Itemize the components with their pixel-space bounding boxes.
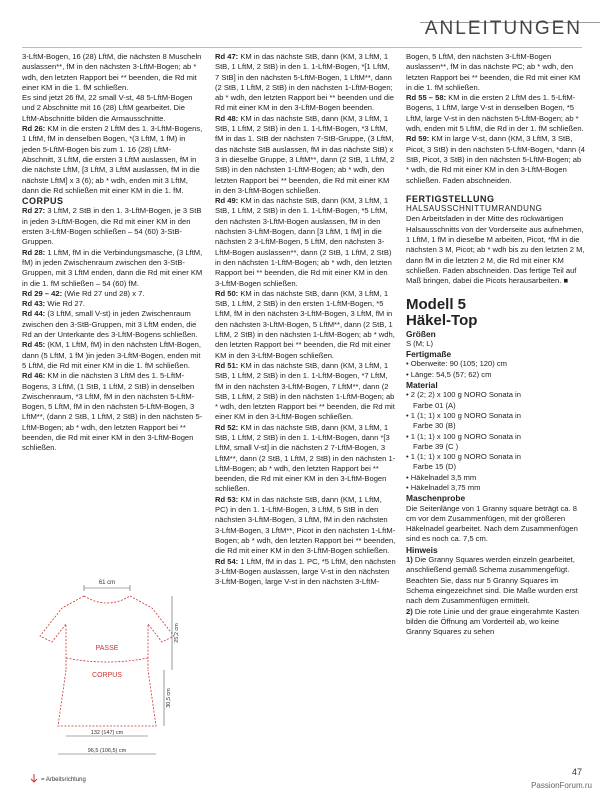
legend-label: = Arbeitsrichtung	[41, 777, 86, 783]
paragraph: Es sind jetzt 26 fM, 22 small V-st, 48 5-LftM-Bogen und 2 Abschnitte mit 16 (28) LftM gearbeitet. Die LftM-Abschnitte bilden die Armausschnitte.	[22, 93, 193, 123]
row-text: KM in large V-st, dann (KM, 3 LftM, 3 StB, Picot, 3 StB) in den nächsten 5-LftM-Bogen, *dann (4 StB, Picot, 3 StB) in den nächsten 5-LftM-Bogen; ab * wdh, die Rd mit einer KM in den 3-LftM-Bogen schließen. Faden abschneiden.	[406, 134, 585, 185]
list-item-cont: Farbe 30 (B)	[413, 421, 456, 431]
note-text: Die Granny Squares werden einzeln gearbeitet, anschließend gemäß Schema zusammengefügt. Beachten Sie, dass nur 5 Granny Squares im Schema eingezeichnet sind. Die Maße wurden erst nach dem Zusammenfügen ermittelt.	[406, 555, 578, 606]
column-2	[215, 52, 396, 587]
header-rule	[22, 47, 582, 48]
note-label: 1)	[406, 555, 413, 565]
passe-label: PASSE	[95, 645, 119, 652]
heading-measurements: Fertigmaße	[406, 349, 452, 360]
row-text: KM in das nächste StB, dann (KM, 3 LftM, 1 StB, 1 LftM, 2 StB) in den 1. 1-LftM-Bogen, *5 LftM, den nächsten 3-LftM-Bogen auslassen, fM in den nächsten 3-LftM-Bogen, dann [3 LftM, 1 fM] in die nächsten 2 3-LftM-Bogen, 5 LftM, den nächsten 3-LftM-Bogen auslassen**, dann (2 StB, 1 LftM, 2 StB) in den nächsten 1-LftM-Bogen; ab * wdh, den letzten Rapport bei ** beenden, die Rd mit einer KM in den 3-LftM-Bogen schließen.	[215, 196, 392, 288]
row-label: Rd 49:	[215, 196, 239, 206]
row-54	[215, 557, 396, 588]
list-item: • 1 (1; 1) x 100 g NORO Sonata in	[406, 452, 521, 462]
row-label: Rd 44:	[22, 309, 46, 319]
row-52	[215, 423, 396, 495]
neckline	[84, 596, 130, 603]
list-item: • 2 (2; 2) x 100 g NORO Sonata in	[406, 390, 521, 400]
list-item: • Häkelnadel 3,75 mm	[406, 482, 481, 492]
row-label: Rd 50:	[215, 288, 239, 298]
row-51	[215, 361, 396, 423]
heading-material: Material	[406, 380, 438, 391]
section-heading-fertigstellung: FERTIGSTELLUNG	[406, 193, 495, 204]
watermark-url: PassionForum.ru	[531, 781, 592, 790]
row-label: Rd 55 – 58:	[406, 93, 447, 103]
row-43	[22, 299, 203, 309]
row-label: Rd 46:	[22, 371, 46, 381]
paragraph: Den Arbeitsfaden in der Mitte des rückwärtigen Halsausschnitts von der Vorderseite aus aufnehmen, 1 LftM, 1 fM in dieselbe M arbeiten, Picot, *fM in die nächsten 3 M, Picot; ab * wdh bis zu den letzten 2 M, dann fM in die letzten 2 M, die Rd mit einer KM schließen. Faden abschneiden. Das fertige Teil auf Maß bringen, dabei die Picots herausarbeiten. ■	[406, 214, 585, 286]
row-27	[22, 206, 203, 247]
row-26	[22, 124, 203, 196]
model-title-line: Häkel-Top	[406, 311, 478, 329]
note-1	[406, 555, 586, 606]
note-text: Die rote Linie und der graue eingerahmte Kasten bilden die Öffnung am Vorderteil ab, wo keine Granny Squares zu sehen	[406, 606, 580, 637]
page-number: 47	[571, 767, 582, 777]
row-text: 1 LftM, fM in die Verbindungsmasche, (3 LftM, fM) in jeden Zwischenraum zwischen den 3-StB-Gruppen, mit 3 LftM enden, dann die Rd mit einer KM in die 1. fM schließen – 54 (60) fM.	[22, 247, 203, 288]
row-text: KM in das nächste StB, dann (KM, 3 LftM, 1 StB, 1 LftM, 2 StB) in den 1. 1-LftM-Bogen, *7 LftM, fM in den nächsten 3-LftM-Bogen, 7 LftM**, dann (2 StB, 1 LftM, 2 StB) in den nächsten 1-LftM-Bogen; ab * wdh, den letzten Rapport bei ** beenden, die Rd mit einer KM in den 3-LftM-Bogen schließen.	[215, 360, 395, 422]
heading-notes: Hinweis	[406, 544, 438, 555]
row-text: KM in die nächsten 3 LftM des 1. 5-LftM-Bogens, 3 LftM, (1 StB, 1 LftM, 2 StB) in denselben Zwischenraum, *3 LftM, fM in den nächsten 5-LftM-Bogen, 5 LftM, fM in den nächsten 5-LftM-Bogen, 3 LftM**, (dann 2 StB, 1 LftM, 2 StB) in den nächsten 5-LftM-Bogen; ab * wdh, den letzten Rapport bei ** beenden, die Rd mit einer KM in den 3-LftM-Bogen schließen.	[22, 371, 203, 453]
row-label: Rd 43:	[22, 299, 46, 309]
row-label: Rd 26:	[22, 124, 46, 134]
middle-width-label: 132 (147) cm	[90, 730, 124, 736]
page-title: ANLEITUNGEN	[424, 18, 582, 39]
row-label: Rd 54:	[215, 556, 239, 566]
top-width-label: 61 cm	[98, 580, 116, 586]
garment-schematic	[22, 578, 202, 788]
row-text: KM in das nächste StB, dann (KM, 1 LftM, PC) in den 1. 1-LftM-Bogen, 3 LftM, 5 StB in den nächsten 3-LftM-Bogen, 3 LftM, fM in den nächsten 3-LftM-Bogen, 3 LftM**, Picot in den nächsten 1-LftM-Bogen; ab * wdh, den letzten Rapport bei ** beenden, die Rd mit einer KM in den 3-LftM-Bogen schließen.	[215, 494, 396, 556]
model-title-line: Modell 5	[406, 295, 467, 313]
row-text: Wie Rd 27.	[47, 299, 85, 309]
right-outline	[130, 596, 174, 670]
row-55-58	[406, 93, 586, 134]
paragraph: 3-LftM-Bogen, 16 (28) LftM, die nächsten 8 Muscheln auslassen**, fM in den nächsten 3-LftM-Bogen; ab * wdh, den letzten Rapport bei ** beenden, die Rd mit einer KM in die 1. fM schließen.	[22, 52, 202, 92]
row-48	[215, 114, 396, 196]
row-label: Rd 48:	[215, 113, 239, 123]
row-text: KM in das nächste StB, dann (KM, 3 LftM, 1 StB, 1 LftM, 2 StB) in den 1. 1-LftM-Bogen, *3 LftM, fM in das 1. StB der nächsten 7-StB-Gruppe, (3 LftM, das nächste StB auslassen, fM in das nächste StB) x 3 in dieselbe Gruppe, 3 LftM**, dann (2 StB, 1 LftM, 2 StB) in den nächsten 1-LftM-Bogen; ab * wdh, den letzten Rapport bei ** beenden, die Rd mit einer KM in den 3-LftM-Bogen schließen.	[215, 113, 395, 195]
row-46	[22, 371, 203, 453]
note-label: 2)	[406, 606, 413, 616]
row-text: KM in die ersten 2 LftM des 1. 3-LftM-Bogens, 1 LftM, fM in denselben Bogen, *(3 LftM, 1 fM) in jeden 5-LftM-Bogen bis zum 1. 16 (28) LftM-Abschnitt, 3 LftM, die ersten 3 LftM auslassen, fM in die nächste LftM, [3 LftM, 3 LftM auslassen, fM in die nächste LftM] x 3 (6); ab * wdh, enden mit 3 LftM, dann die Rd schließen mit einer KM in die 1. fM.	[22, 124, 203, 195]
row-28	[22, 248, 203, 289]
column-1	[22, 52, 203, 454]
row-label: Rd 59:	[406, 134, 430, 144]
heading-gauge: Maschenprobe	[406, 493, 466, 504]
list-item-cont: Farbe 01 (A)	[413, 400, 456, 410]
row-label: Rd 28:	[22, 247, 46, 257]
column-3	[406, 52, 586, 637]
row-text: 3 LftM, 2 StB in den 1. 3-LftM-Bogen, je 3 StB in jeden 3-LftM-Bogen, die Rd mit einer KM in den ersten 3-LftM-Bogen schließen – 54 (60) 3-StB-Gruppen.	[22, 206, 202, 247]
row-label: Rd 53:	[215, 494, 239, 504]
row-label: Rd 29 – 42:	[22, 288, 63, 298]
row-text: KM in das nächste StB, dann (KM, 3 LftM, 1 StB, 1 LftM, 2 StB) in den 1. 1-LftM-Bogen, dann *[3 LftM, small V-st] in die nächsten 2 7-LftM-Bogen, 3 LftM**, dann (2 StB, 1 LftM, 2 StB) in den nächsten 1-LftM-Bogen; ab * wdh, den letzten Rapport bei ** beenden, die Rd mit einer KM in den 3-LftM-Bogen schließen.	[215, 422, 396, 494]
subsection-heading: HALSAUSSCHNITTUMRANDUNG	[406, 204, 543, 214]
sizes-value: S (M; L)	[406, 338, 434, 348]
paragraph: Die Seitenlänge von 1 Granny square beträgt ca. 8 cm vor dem Zusammenfügen, mit der größeren Häkelnadel gearbeitet. Nach dem Zusammenfügen sind es noch ca. 7,5 cm.	[406, 503, 578, 544]
heading-sizes: Größen	[406, 328, 436, 339]
row-text: (3 LftM, small V-st) in jeden Zwischenraum zwischen den 3-StB-Gruppen, mit 3 LftM enden, die Rd an der Unterkante des 3-LftM-Bogens schließen.	[22, 309, 198, 340]
row-label: Rd 47:	[215, 52, 239, 61]
row-text: (Wie Rd 27 und 28) x 7.	[64, 288, 145, 298]
corpus-label: CORPUS	[92, 672, 122, 679]
row-label: Rd 51:	[215, 360, 239, 370]
upper-height-label: 25,2 cm	[174, 623, 180, 643]
row-label: Rd 52:	[215, 422, 239, 432]
yoke-separator	[66, 658, 148, 662]
note-2	[406, 607, 586, 638]
row-text: 1 LftM, fM in das 1. PC, *5 LftM, den nächsten 3-LftM-Bogen auslassen, large V-st in den nächsten 3-LftM-Bogen, large V-st in den nächsten 3-LftM-	[215, 556, 396, 587]
row-text: KM in das nächste StB, dann (KM, 3 LftM, 1 StB, 1 LftM, 2 StB) in den 1. 1-LftM-Bogen, *[1 LftM, 7 StB] in den nächsten 5-LftM-Bogen, 1 LftM**, dann (2 StB, 1 LftM, 2 StB) in den nächsten 1-LftM-Bogen; ab * wdh, den letzten Rapport bei ** beenden und die Rd mit einer KM in den 3-LftM-Bogen beenden.	[215, 52, 395, 113]
list-item-cont: Farbe 39 (C )	[413, 441, 459, 451]
left-outline	[40, 596, 84, 670]
lower-height-label: 30,5 cm	[166, 688, 172, 708]
row-53	[215, 495, 396, 557]
row-label: Rd 27:	[22, 206, 46, 216]
arrow-down-icon	[31, 774, 37, 782]
row-text: KM in die ersten 2 LftM des 1. 5-LftM-Bogens, 1 LftM, large V-st in denselben Bogen, *5 LftM, large V-st in den nächsten 5-LftM-Bogen; ab * wdh, enden mit 5 LftM, die Rd in der 1. fM schließen.	[406, 93, 584, 134]
section-heading-corpus: CORPUS	[22, 196, 64, 207]
list-item: • 1 (1; 1) x 100 g NORO Sonata in	[406, 410, 521, 420]
list-item: • 1 (1; 1) x 100 g NORO Sonata in	[406, 431, 521, 441]
list-item: • Oberweite: 90 (105; 120) cm	[406, 359, 508, 369]
row-text: KM in das nächste StB, dann (KM, 3 LftM, 1 StB, 1 LftM, 2 StB) in den ersten 1-LftM-Bogen, *5 LftM, fM in den nächsten 3-LftM-Bogen, 3 LftM, fM in den nächsten 3-LftM-Bogen, 5 LftM**, dann (2 StB, 1 LftM, 2 StB) in den nächsten 1-LftM-Bogen; ab * wdh, den letzten Rapport bei ** beenden, die Rd mit einer KM in den 3-LftM-Bogen schließen.	[215, 288, 395, 360]
paragraph: Bogen, 5 LftM, den nächsten 3-LftM-Bogen auslassen**, fM in das nächste PC; ab * wdh, den letzten Rapport bei ** beenden, die Rd mit einer KM in die 1. fM schließen.	[406, 52, 581, 92]
list-item-cont: Farbe 15 (D)	[413, 462, 457, 472]
model-title	[406, 297, 586, 329]
row-29-42	[22, 289, 203, 299]
bottom-width-label: 96,5 (106,5) cm	[87, 748, 127, 754]
row-47	[215, 52, 396, 114]
list-item: • Länge: 54,5 (57; 62) cm	[406, 369, 492, 379]
row-50	[215, 289, 396, 361]
row-59	[406, 134, 586, 185]
row-49	[215, 196, 396, 289]
row-45	[22, 340, 203, 371]
row-text: (KM, 1 LftM, fM) in den nächsten LftM-Bogen, dann (5 LftM, 1 fM )in jeden 3-LftM-Bogen, enden mit 5 LftM, die Rd mit einer KM in die 1. fM schließen.	[22, 340, 201, 370]
row-label: Rd 45:	[22, 340, 46, 350]
list-item: • Häkelnadel 3,5 mm	[406, 472, 477, 482]
row-44	[22, 309, 203, 340]
